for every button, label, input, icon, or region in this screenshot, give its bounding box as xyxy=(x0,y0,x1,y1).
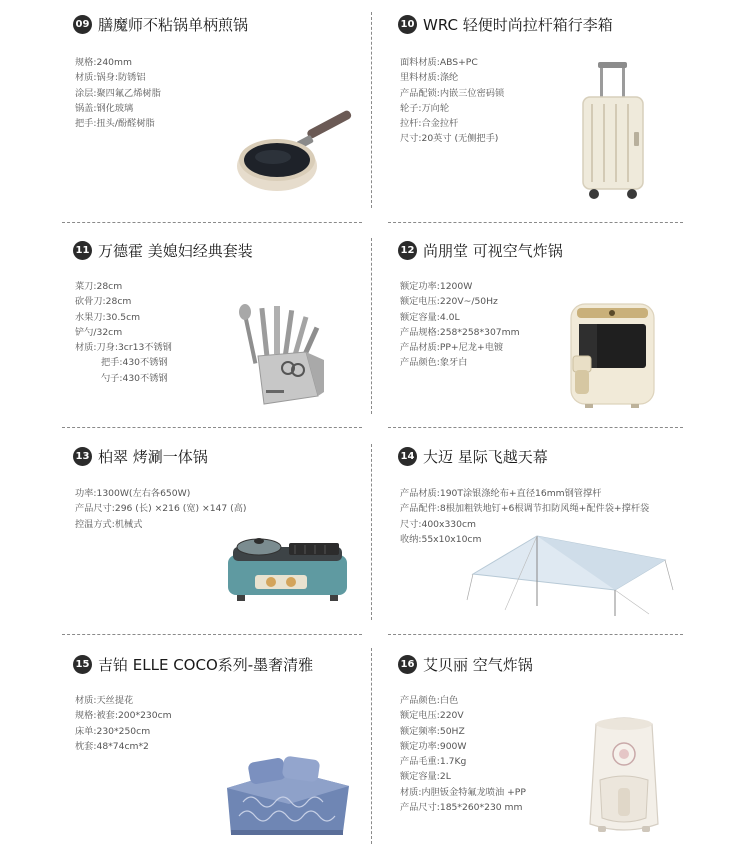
spec-line: 材质:内胆钣金特氟龙喷油 +PP xyxy=(400,786,526,798)
knife-block-set-icon xyxy=(240,306,335,411)
product-title xyxy=(73,14,248,35)
product-title xyxy=(73,240,253,261)
row-divider xyxy=(388,222,683,223)
spec-line: 产品颜色:白色 xyxy=(400,695,459,706)
product-name: 大迈 星际飞越天幕 xyxy=(423,448,548,466)
spec-line: 水果刀:30.5cm xyxy=(75,311,141,323)
spec-line: 额定容量:2L xyxy=(400,771,451,783)
spec-line: 规格:被套:200*230cm xyxy=(75,710,172,722)
bedding-set-icon xyxy=(223,752,353,837)
spec-line: 铲勺/32cm xyxy=(75,326,123,338)
spec-line: 涂层:聚四氟乙烯树脂 xyxy=(75,87,161,99)
product-name: 吉铂 ELLE COCO系列-墨奢清雅 xyxy=(98,656,314,674)
grill-hotpot-icon xyxy=(225,533,350,613)
frying-pan-icon xyxy=(235,110,360,200)
spec-line: 产品颜色:象牙白 xyxy=(400,357,468,369)
spec-line: 里料材质:涤纶 xyxy=(400,72,459,84)
row-divider xyxy=(62,427,362,428)
column-divider xyxy=(371,648,372,844)
product-name: 万德霍 美媳妇经典套装 xyxy=(98,242,253,260)
spec-line: 尺寸:20英寸 (无侧把手) xyxy=(400,133,499,145)
spec-line: 产品毛重:1.7Kg xyxy=(400,756,467,768)
canopy-tent-icon xyxy=(465,530,675,618)
spec-line: 把手:430不锈钢 xyxy=(101,357,168,369)
spec-line: 床单:230*250cm xyxy=(75,725,151,737)
spec-line: 勺子:430不锈钢 xyxy=(101,372,168,384)
spec-line: 额定容量:4.0L xyxy=(400,311,460,323)
spec-line: 材质:锅身:防锈铝 xyxy=(75,72,146,84)
product-title xyxy=(398,654,533,675)
product-title xyxy=(398,240,563,261)
spec-line: 产品尺寸:185*260*230 mm xyxy=(400,802,523,814)
product-number-badge: 16 xyxy=(398,655,417,674)
spec-line: 功率:1300W(左右各650W) xyxy=(75,488,191,499)
column-divider xyxy=(371,12,372,208)
spec-line: 拉杆:合金拉杆 xyxy=(400,118,459,130)
spec-line: 产品尺寸:296 (长) ×216 (宽) ×147 (高) xyxy=(75,503,247,515)
product-specs xyxy=(75,55,161,131)
round-air-fryer-icon xyxy=(584,714,664,844)
product-number-badge: 11 xyxy=(73,241,92,260)
row-divider xyxy=(388,634,683,635)
product-title xyxy=(73,654,313,675)
column-divider xyxy=(371,444,372,620)
spec-line: 产品配锁:内嵌三位密码锁 xyxy=(400,87,505,99)
column-divider xyxy=(371,238,372,414)
spec-line: 面料材质:ABS+PC xyxy=(400,57,478,68)
product-number-badge: 10 xyxy=(398,15,417,34)
spec-line: 材质:刀身:3cr13不锈钢 xyxy=(75,342,172,354)
spec-line: 产品材质:190T涂银涤纶布+直径16mm钢管撑杆 xyxy=(400,488,602,499)
spec-line: 额定电压:220V~/50Hz xyxy=(400,296,498,308)
product-specs xyxy=(75,279,172,386)
spec-line: 尺寸:400x330cm xyxy=(400,518,476,530)
product-number-badge: 15 xyxy=(73,655,92,674)
product-name: 艾贝丽 空气炸锅 xyxy=(423,656,533,674)
spec-line: 收纳:55x10x10cm xyxy=(400,533,482,545)
spec-line: 把手:扭头/酚醛树脂 xyxy=(75,118,155,130)
spec-line: 规格:240mm xyxy=(75,57,132,68)
row-divider xyxy=(62,634,362,635)
spec-line: 锅盖:钢化玻璃 xyxy=(75,102,134,114)
product-specs xyxy=(75,693,172,754)
product-number-badge: 13 xyxy=(73,447,92,466)
product-specs xyxy=(400,279,520,371)
product-specs xyxy=(400,55,504,147)
spec-line: 控温方式:机械式 xyxy=(75,518,143,530)
product-title xyxy=(73,446,208,467)
product-specs xyxy=(75,486,247,532)
spec-line: 额定电压:220V xyxy=(400,710,464,722)
product-specs xyxy=(400,693,526,815)
row-divider xyxy=(62,222,362,223)
product-number-badge: 12 xyxy=(398,241,417,260)
spec-line: 产品配件:8根加粗铁地钉+6根调节扣防风绳+配件袋+撑杆袋 xyxy=(400,503,650,515)
product-number-badge: 09 xyxy=(73,15,92,34)
product-name: WRC 轻便时尚拉杆箱行李箱 xyxy=(423,16,613,34)
spec-line: 产品材质:PP+尼龙+电镀 xyxy=(400,342,504,354)
spec-line: 产品规格:258*258*307mm xyxy=(400,326,520,338)
product-number-badge: 14 xyxy=(398,447,417,466)
spec-line: 材质:天丝提花 xyxy=(75,695,134,706)
spec-line: 轮子:万向轮 xyxy=(400,102,450,114)
product-name: 尚朋堂 可视空气炸锅 xyxy=(423,242,563,260)
spec-line: 枕套:48*74cm*2 xyxy=(75,740,149,752)
suitcase-icon xyxy=(578,62,648,202)
row-divider xyxy=(388,427,683,428)
spec-line: 砍骨刀:28cm xyxy=(75,296,132,308)
spec-line: 菜刀:28cm xyxy=(75,281,123,292)
spec-line: 额定频率:50HZ xyxy=(400,725,465,737)
product-name: 膳魔师不粘锅单柄煎锅 xyxy=(98,16,249,34)
air-fryer-icon xyxy=(565,300,660,410)
product-title xyxy=(398,14,613,35)
spec-line: 额定功率:1200W xyxy=(400,281,473,292)
spec-line: 额定功率:900W xyxy=(400,740,467,752)
product-title xyxy=(398,446,548,467)
product-name: 柏翠 烤涮一体锅 xyxy=(98,448,208,466)
